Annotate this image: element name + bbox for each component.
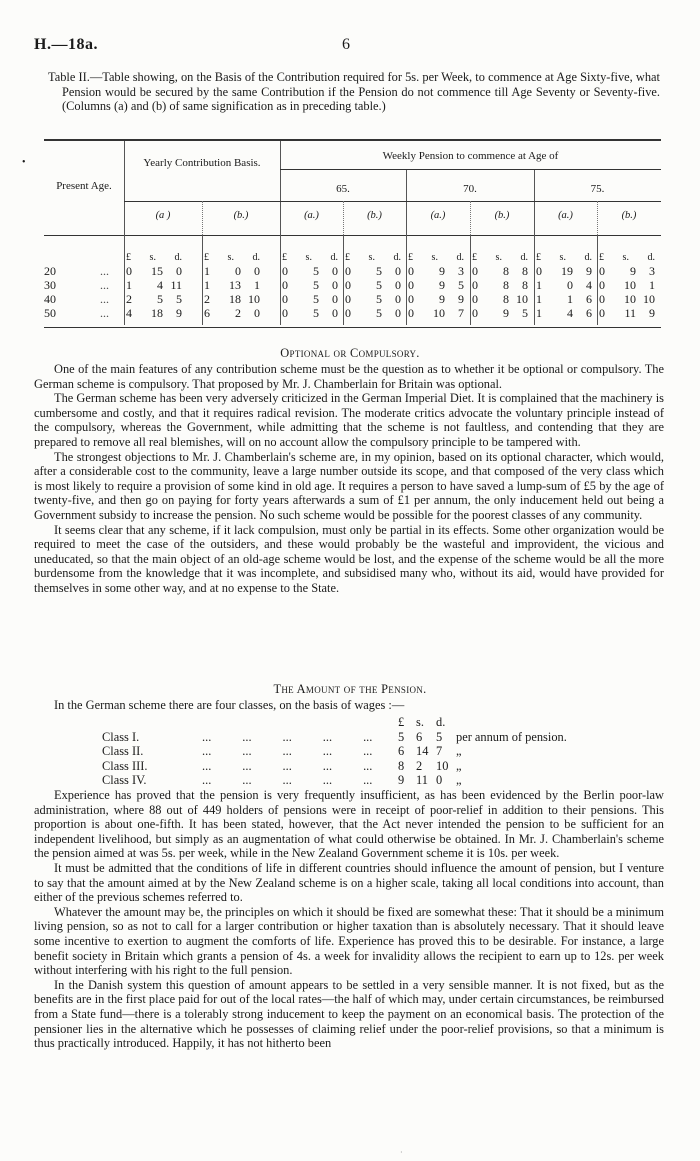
leader-dots: ... (100, 292, 109, 306)
table-bottom-rule (44, 327, 661, 328)
paragraph: It seems clear that any scheme, if it lack compulsion, must only be partial in its effects. Some other organization would be required to meet the case of the outsiders, and these would probably be the wasteful and improvident, the vicious and uneducated, so that the main object of an old-age scheme would be lost, and the expense of the scheme would be all the more burdensome from the knowledge that it was incomplete, and subsidised many who, without its aid, would have provided for themselves in some other way, and at no expense to the State. (34, 522, 664, 595)
age-70-heading: 70. (463, 183, 477, 195)
sub-b: (b.) (233, 210, 249, 221)
class-pence: 10 (436, 758, 449, 773)
currency-header: £ s. d. (345, 252, 401, 263)
money-cell: 0 9 5 (408, 278, 464, 292)
sub-b: (b.) (621, 210, 637, 221)
section-heading-amount: The Amount of the Pension. (273, 682, 427, 696)
section-amount-body (34, 788, 664, 1051)
age-75-heading: 75. (590, 183, 605, 195)
row-age: 20 (44, 264, 56, 278)
money-cell: 1 4 6 (536, 306, 592, 320)
table-row (44, 278, 661, 292)
row-age: 40 (44, 292, 56, 306)
sub-a: (a.) (558, 210, 573, 221)
paragraph: In the Danish system this question of amount appears to be settled in a very sensible manner. It is not fixed, but as the benefits are in the first place paid for out of the local rates—the half of which may, under certain circumstances, be reimbursed from a State fund—there is a tolerably strong inducement to keep the payment on an economical basis. The protection of the pensioner lies in the alternative which he possesses of claiming relief under the poor-relief provisions, so that a minimum is thus practically introduced. Happily, it has not hitherto been (34, 977, 664, 1051)
money-cell: 0 9 3 (599, 264, 655, 278)
pension-table (44, 139, 661, 339)
row-age: 30 (44, 278, 56, 292)
table-row (44, 306, 661, 320)
money-cell: 0 10 10 (599, 292, 655, 306)
class-row (102, 773, 662, 788)
footer-mark: · (400, 1148, 403, 1157)
leader-dots: ... ... ... ... ... (202, 729, 373, 744)
paragraph: Experience has proved that the pension is very frequently insufficient, as has been evidenced by the Berlin poor-law administration, where 88 out of 449 holders of pensions were in receipt of poor-relief in addition to their pensions. This proportion is about one-fifth. It has been stated, however, that the Act never intended the pension to be sufficient for an independent livelihood, but simply as an augmentation of what could otherwise be obtained. In Mr. J. Chamberlain's scheme the pension aimed at was 5s. per week, while in the New Zealand Government scheme it is 10s. per week. (34, 788, 664, 861)
paragraph: It must be admitted that the conditions of life in different countries should influence the amount of pension, but I venture to say that the amount aimed at by the New Zealand scheme is on a higher scale, taking all local conditions into account, than either of the previous schemes referred to. (34, 860, 664, 905)
leader-dots: ... (100, 264, 109, 278)
currency-header: £ s. d. (408, 252, 464, 263)
class-pounds: 6 (398, 744, 405, 759)
row-age: 50 (44, 306, 56, 320)
money-cell: 0 5 0 (345, 292, 401, 306)
sub-a: (a.) (304, 210, 319, 221)
sub-b: (b.) (367, 210, 382, 221)
leader-dots: ... (100, 278, 109, 292)
currency-header: £ s. d. (204, 252, 260, 263)
money-cell: 2 5 5 (126, 292, 182, 306)
margin-mark: • (22, 157, 26, 168)
document-reference: H.—18a. (34, 36, 98, 53)
class-row (102, 730, 662, 745)
class-row (102, 759, 662, 774)
class-shillings: 2 (416, 758, 423, 773)
page-number: 6 (342, 36, 350, 53)
paragraph: One of the main features of any contribution scheme must be the question as to whether it be optional or compulsory. The German scheme is compulsory. That proposed by Mr. J. Chamberlain for Britain was optional. (34, 362, 664, 391)
sub-a: (a ) (155, 210, 171, 221)
leader-dots: ... (100, 306, 109, 320)
paragraph: The strongest objections to Mr. J. Chamberlain's scheme are, in my opinion, based on its optional character, which would, after a considerable cost to the community, leave a large number outside its scope, and that composed of the very class which is most likely to require a provision of some kind in old age. It requires a person to have saved a lump-sum of £5 by the age of twenty-five, and then go on paying for forty years afterwards a sum of £1 per annum, the only inducement held out being a Government subsidy to increase the pension. No such scheme would be possible for the poorest classes of any community. (34, 449, 664, 522)
money-cell: 0 10 7 (408, 306, 464, 320)
class-row (102, 744, 662, 759)
class-note: „ (456, 758, 462, 773)
sub-a: (a.) (430, 210, 446, 221)
money-cell: 0 19 9 (536, 264, 592, 278)
class-pence: 7 (436, 744, 443, 759)
money-cell: 1 0 0 (204, 264, 260, 278)
money-cell: 0 5 0 (282, 292, 338, 306)
sub-b: (b.) (494, 210, 510, 221)
class-note: „ (456, 744, 462, 759)
money-cell: 0 15 0 (126, 264, 182, 278)
col-weekly-pension: Weekly Pension to commence at Age of (382, 150, 559, 162)
table-row (44, 292, 661, 306)
table-row (44, 264, 661, 278)
money-cell: 0 5 0 (282, 306, 338, 320)
class-label: Class IV. (102, 773, 147, 788)
col-present-age: Present Age. (56, 180, 112, 192)
currency-header: £ s. d. (536, 252, 592, 263)
class-pounds: 8 (398, 758, 405, 773)
leader-dots: ... ... ... ... ... (202, 758, 373, 773)
money-cell: 0 8 8 (472, 278, 528, 292)
table-caption-text: Table II.—Table showing, on the Basis of the Contribution required for 5s. per Week, to commence at Age Sixty-five, what Pension would be secured by the same Contribution if the Pension do not commence till Age Seventy or Seventy-five. (Columns (a) and (b) of same signification as in preceding table.) (48, 70, 660, 114)
paragraph: The German scheme has been very adversely criticized in the German Imperial Diet. It is complained that the machinery is cumbersome and costly, and that it requires radical revision. The moderate critics advocate the voluntary principle instead of the compulsory, whereas the Government, while admitting that the scheme is not faultless, and contending that they are prepared to remove all real blemishes, will on no account allow the compulsory principle to be tampered with. (34, 391, 664, 449)
paragraph: Whatever the amount may be, the principles on which it should be fixed are somewhat these: That it should be a minimum living pension, so as not to call for a larger contribution or higher taxation than is absolutely necessary. That it should leave some incentive to exertion to augment the comforts of life. Experience has proved this to be desirable. For instance, a large benefit society in Britain which grants a pension of 4s. a week for invalidity allows the recipient to earn up to 12s. per week without interfering with his right to the full pension. (34, 904, 664, 978)
class-note: „ (456, 773, 462, 788)
money-cell: 2 18 10 (204, 292, 260, 306)
class-pounds: 9 (398, 773, 405, 788)
class-label: Class III. (102, 758, 148, 773)
money-cell: 0 9 5 (472, 306, 528, 320)
leader-dots: ... ... ... ... ... (202, 744, 373, 759)
money-cell: 6 2 0 (204, 306, 260, 320)
currency-header: £ s. d. (126, 252, 182, 263)
class-pence: 5 (436, 729, 443, 744)
class-shillings: 14 (416, 744, 429, 759)
money-cell: 0 8 10 (472, 292, 528, 306)
leader-dots: ... ... ... ... ... (202, 773, 373, 788)
money-cell: 0 5 0 (282, 264, 338, 278)
section-amount-intro (34, 698, 664, 713)
money-cell: 0 5 0 (345, 264, 401, 278)
class-label: Class II. (102, 744, 144, 759)
class-pence: 0 (436, 773, 443, 788)
currency-header: £ s. d. (282, 252, 338, 263)
table-caption (48, 70, 660, 114)
class-shillings: 11 (416, 773, 428, 788)
paragraph: In the German scheme there are four classes, on the basis of wages :— (54, 698, 405, 712)
money-cell: 0 11 9 (599, 306, 655, 320)
money-cell: 1 1 6 (536, 292, 592, 306)
currency-header: £ s. d. (472, 252, 528, 263)
money-cell: 1 4 11 (126, 278, 182, 292)
class-label: Class I. (102, 729, 140, 744)
money-cell: 0 10 1 (599, 278, 655, 292)
class-pounds: 5 (398, 729, 405, 744)
currency-header: £ s. d. (599, 252, 655, 263)
money-cell: 0 8 8 (472, 264, 528, 278)
class-currency-header: £ s. d. (398, 715, 446, 729)
age-65-heading: 65. (336, 183, 350, 195)
money-cell: 1 13 1 (204, 278, 260, 292)
wage-classes-list (102, 715, 662, 788)
class-shillings: 6 (416, 729, 423, 744)
money-cell: 0 5 0 (282, 278, 338, 292)
currency-header-row (44, 251, 661, 265)
money-cell: 0 5 0 (345, 306, 401, 320)
money-cell: 0 9 3 (408, 264, 464, 278)
section-optional-body (34, 362, 664, 596)
money-cell: 4 18 9 (126, 306, 182, 320)
section-heading-optional: Optional or Compulsory. (280, 346, 420, 360)
col-yearly-contribution: Yearly Contribution Basis. (143, 157, 261, 169)
class-note: per annum of pension. (456, 729, 567, 744)
money-cell: 0 9 9 (408, 292, 464, 306)
money-cell: 1 0 4 (536, 278, 592, 292)
money-cell: 0 5 0 (345, 278, 401, 292)
